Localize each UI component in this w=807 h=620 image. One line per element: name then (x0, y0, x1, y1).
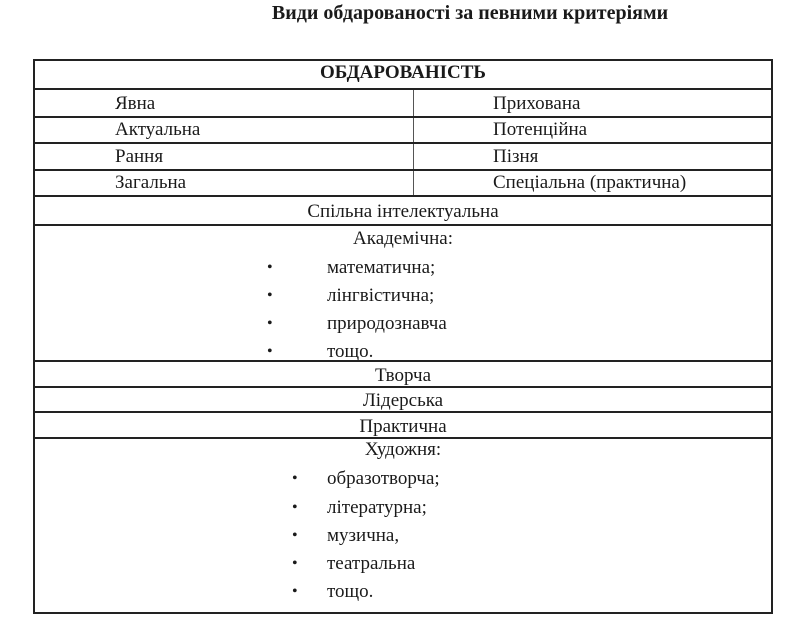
bullet: • (267, 315, 273, 332)
academic-heading: Академічна: (353, 228, 453, 249)
bullet: • (292, 555, 298, 572)
list-item: літературна; (327, 497, 427, 518)
list-item: тощо. (327, 341, 374, 362)
pair-left: Актуальна (115, 119, 201, 140)
pair-right: Прихована (493, 93, 581, 114)
list-item: театральна (327, 553, 416, 574)
bullet: • (292, 499, 298, 516)
list-item: математична; (327, 257, 436, 278)
bullet: • (292, 470, 298, 487)
bullet: • (267, 259, 273, 276)
table-header: ОБДАРОВАНІСТЬ (319, 62, 486, 83)
list-item: музична, (327, 525, 400, 546)
pair-right: Спеціальна (практична) (493, 172, 687, 193)
leadership-row: Лідерська (362, 390, 444, 411)
giftedness-table (33, 59, 773, 614)
pair-left: Рання (115, 146, 164, 167)
pair-right: Пізня (493, 146, 539, 167)
row-divider (35, 195, 771, 197)
bullet: • (292, 527, 298, 544)
artistic-heading: Художня: (364, 439, 442, 460)
bullet: • (267, 343, 273, 360)
bullet: • (292, 583, 298, 600)
common-intellectual: Спільна інтелектуальна (307, 201, 499, 222)
pair-left: Явна (115, 93, 156, 114)
page-title: Види обдарованості за певними критеріями (271, 2, 669, 24)
list-item: лінгвістична; (327, 285, 435, 306)
pair-left: Загальна (115, 172, 187, 193)
list-item: тощо. (327, 581, 374, 602)
practical-row: Практична (359, 416, 447, 437)
list-item: природознавча (327, 313, 447, 334)
pair-right: Потенційна (493, 119, 588, 140)
creative-row: Творча (374, 365, 432, 386)
bullet: • (267, 287, 273, 304)
list-item: образотворча; (327, 468, 440, 489)
